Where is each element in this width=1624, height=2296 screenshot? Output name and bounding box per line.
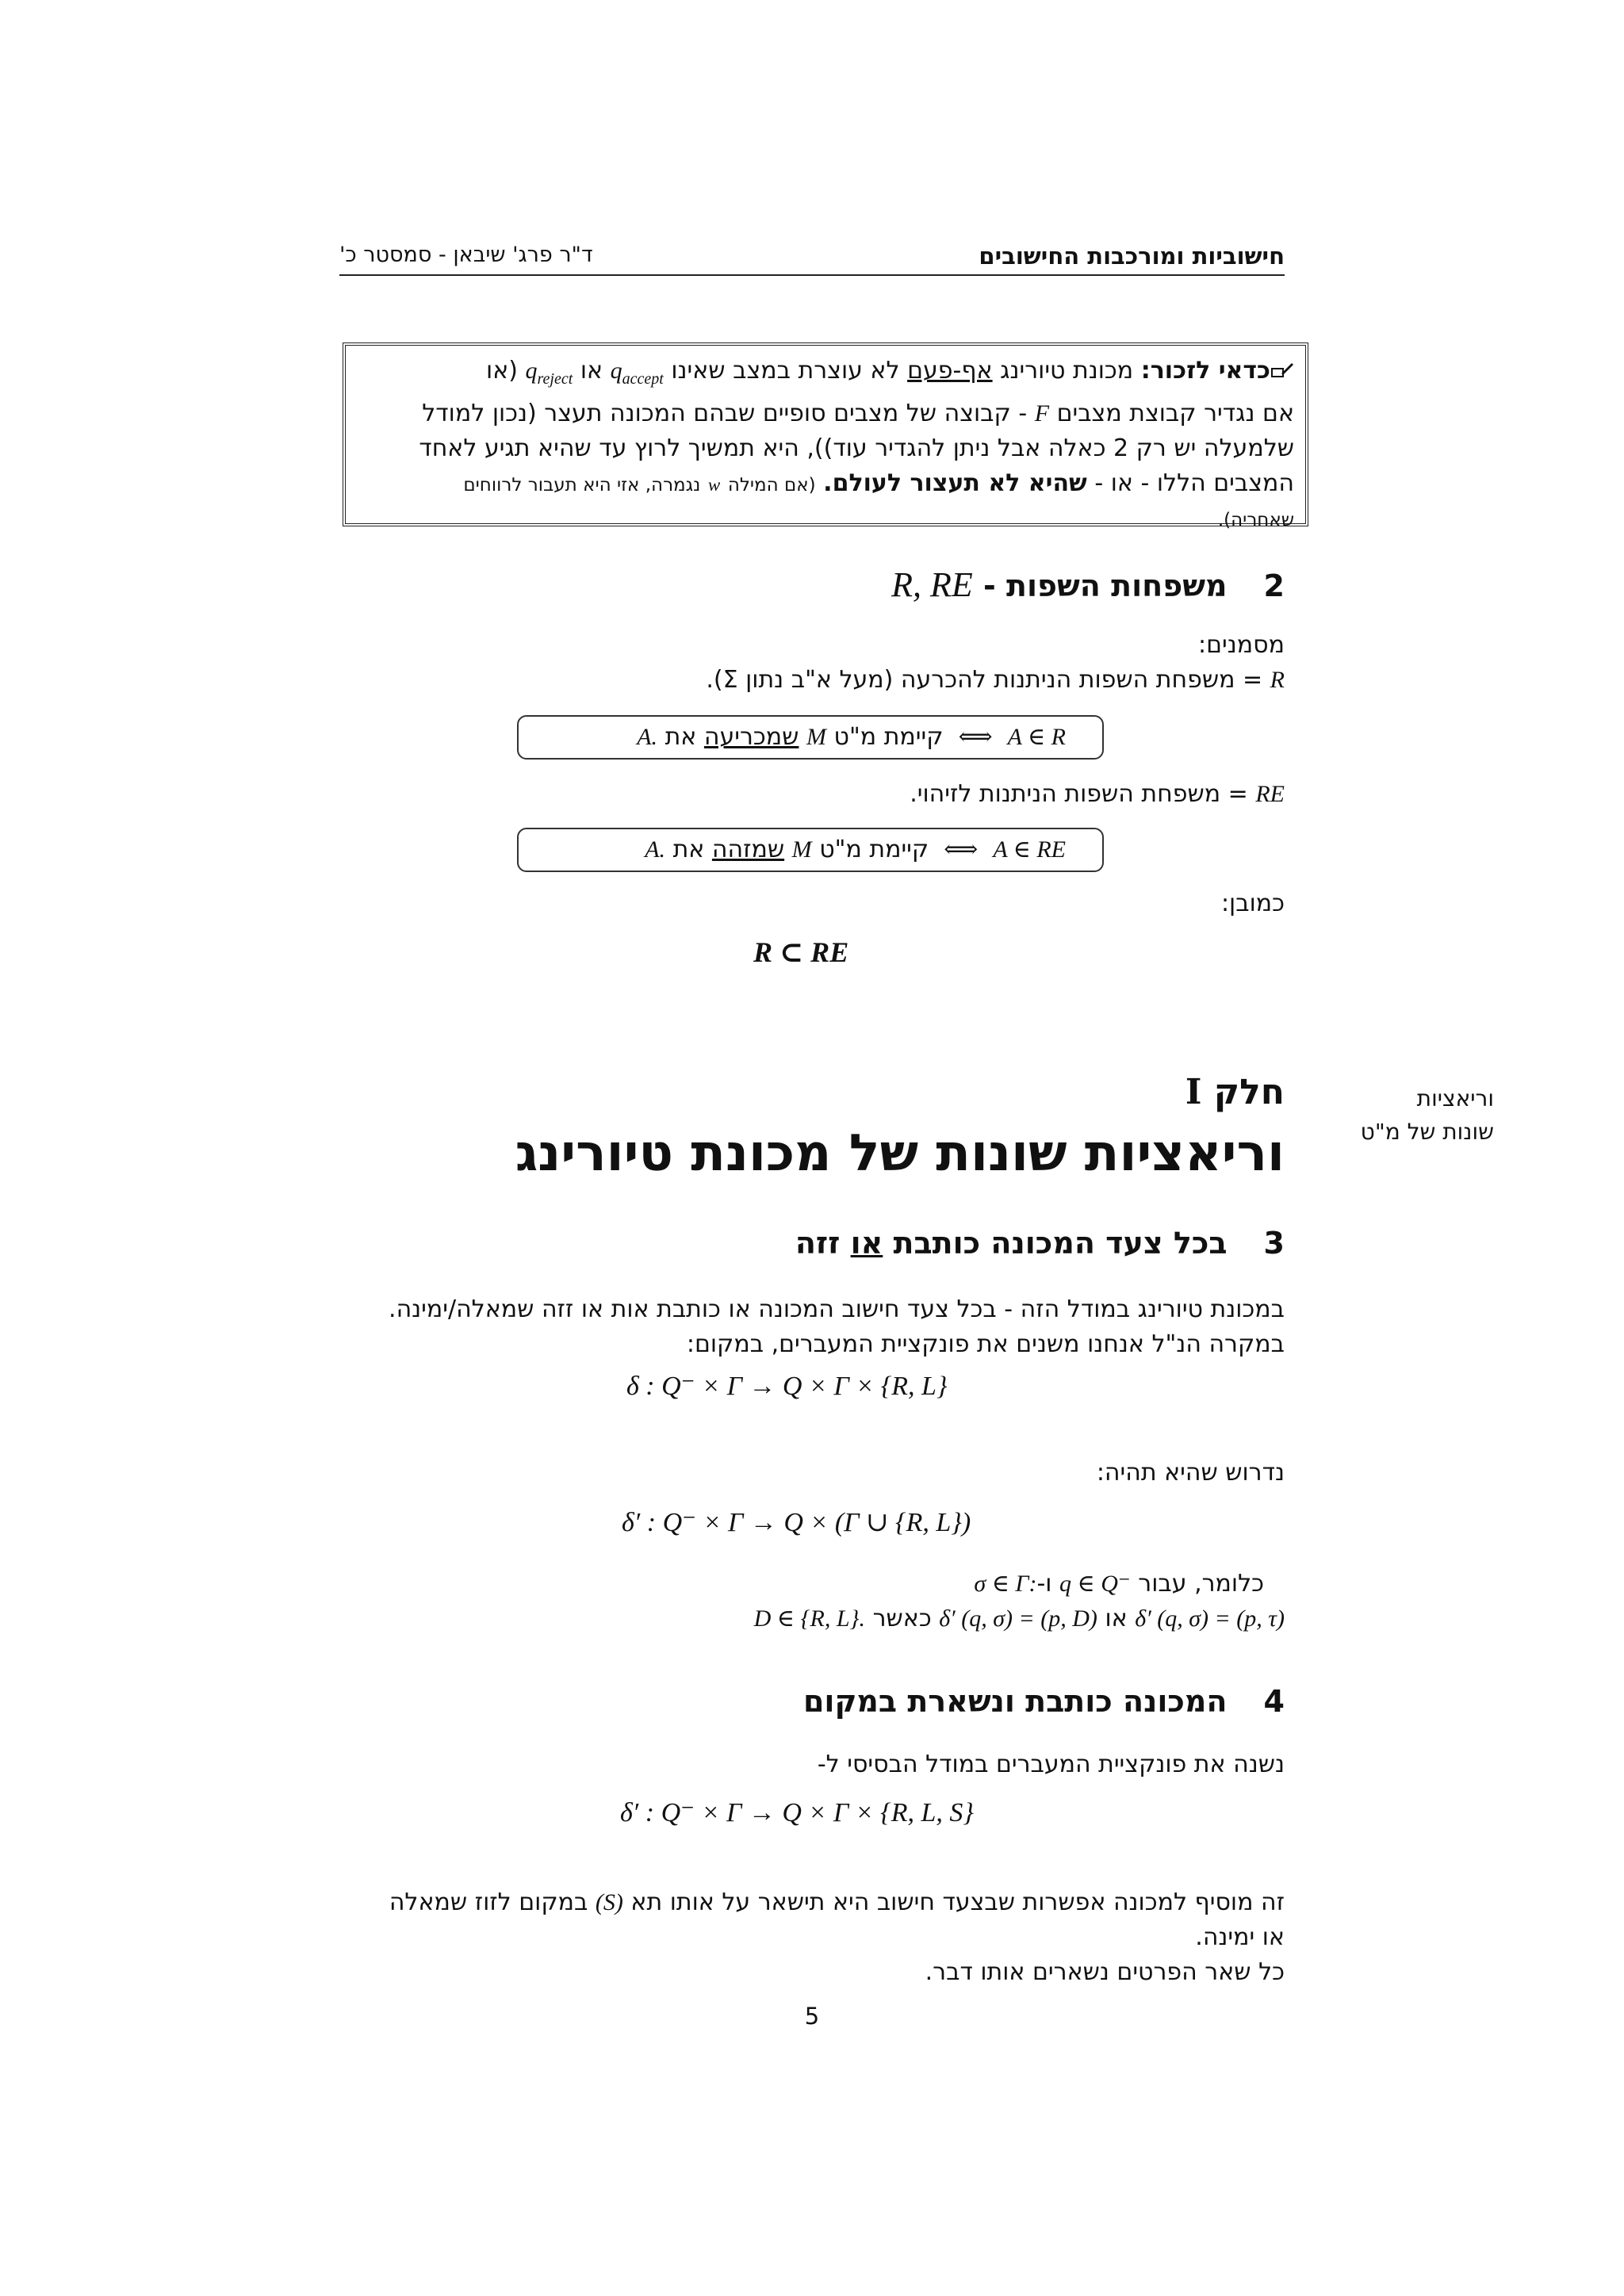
symbols-label: מסמנים: — [1198, 631, 1285, 659]
remember-line-2: אם נגדיר קבוצת מצבים F - קבוצה של מצבים סופיים שבהם המכונה תעצר (נכון למודל — [422, 400, 1294, 427]
section-4-para-4: כל שאר הפרטים נשארים אותו דבר. — [925, 1958, 1285, 1986]
margin-note: וריאציות שונות של מ"ט — [1360, 1085, 1494, 1145]
section-4-heading: 4המכונה כותבת ונשארת במקום — [802, 1684, 1285, 1719]
part-label: חלק I — [1185, 1072, 1285, 1112]
remember-text: מכונת טיורינג — [1000, 357, 1134, 385]
transition-function-eq-3: δ′ : Q⁻ × Γ → Q × Γ × {R, L, S} — [620, 1798, 975, 1827]
RE-iff-box: A ∈ RE ⟺ קיימת מ"ט M שמזהה את A. — [517, 828, 1104, 872]
w-symbol: w — [707, 475, 721, 495]
section-4-para-1: נשנה את פונקציית המעברים במודל הבסיסי ל- — [817, 1751, 1285, 1778]
section-number: 2 — [1263, 568, 1285, 603]
remember-line-4: המצבים הללו - או - שהיא לא תעצור לעולם. (אם המילה w נגמרה, אזי היא תעבור לרווחים — [463, 469, 1294, 497]
R-definition: R = משפחת השפות הניתנות להכרעה (מעל א"ב נתון Σ). — [706, 666, 1285, 694]
section-title: משפחות השפות - — [982, 568, 1228, 603]
page-number: 5 — [804, 2003, 820, 2030]
remember-heading: כדאי לזכור: — [1140, 357, 1270, 385]
q-reject-symbol: $q_{reject}$ — [525, 358, 573, 388]
meaning-line: כלומר, עבור q ∈ Q⁻ ו-σ ∈ Γ: — [974, 1570, 1264, 1598]
remember-line-5: שאחריה). — [1217, 510, 1294, 530]
condition-line: δ′ (q, σ) = (p, τ) או δ′ (q, σ) = (p, D) כאשר D ∈ {R, L}. — [753, 1605, 1285, 1632]
F-symbol: F — [1034, 400, 1050, 427]
q-accept-symbol: $q_{accept}$ — [610, 358, 664, 388]
remember-emphasis: אף-פעם — [907, 357, 993, 385]
required-label: נדרוש שהיא תהיה: — [1096, 1459, 1285, 1487]
section-3-heading: 3בכל צעד המכונה כותבת או זזה — [795, 1226, 1285, 1261]
transition-function-eq-2: δ′ : Q⁻ × Γ → Q × (Γ ∪ {R, L}) — [622, 1508, 971, 1537]
remember-bold: שהיא לא תעצור לעולם. — [823, 469, 1087, 497]
section-title-math: R, RE — [891, 565, 973, 604]
header-author: ד"ר פרג' שיבאן - סמסטר כ' — [339, 243, 593, 267]
remember-line-3: שלמעלה יש רק 2 כאלה אבל ניתן להגדיר עוד)), היא תמשיך לרוץ עד שהיא תגיע לאחד — [419, 434, 1294, 462]
part-title: וריאציות שונות של מכונת טיורינג — [515, 1124, 1285, 1183]
remember-box — [343, 342, 1308, 530]
obviously-label: כמובן: — [1220, 890, 1285, 917]
section-3-para-2: במקרה הנ"ל אנחנו משנים את פונקציית המעברים, במקום: — [686, 1330, 1285, 1358]
remember-text: לא עוצרת במצב שאינו — [671, 357, 900, 385]
running-header — [339, 243, 1285, 276]
section-4-para-3: או ימינה. — [1195, 1923, 1285, 1951]
subset-formula: R ⊂ RE — [753, 936, 849, 968]
remember-text: (או — [486, 357, 518, 385]
remember-line-1 — [357, 354, 1294, 396]
section-2-heading — [891, 564, 1285, 605]
R-iff-box: A ∈ R ⟺ קיימת מ"ט M שמכריעה את A. — [517, 715, 1104, 760]
pen-writing-icon — [1270, 361, 1294, 380]
remember-text: או — [580, 357, 603, 385]
section-3-para-1: במכונת טיורינג במודל הזה - בכל צעד חישוב המכונה או כותבת אות או זזה שמאלה/ימינה. — [389, 1295, 1285, 1323]
header-course-title: חישוביות ומורכבות החישובים — [979, 243, 1285, 270]
RE-definition: RE = משפחת השפות הניתנות לזיהוי. — [910, 780, 1285, 808]
section-4-para-2: זה מוסיף למכונה אפשרות שבצעד חישוב היא תישאר על אותו תא (S) במקום לזוז שמאלה — [389, 1888, 1285, 1916]
transition-function-eq-1: δ : Q⁻ × Γ → Q × Γ × {R, L} — [626, 1372, 948, 1401]
